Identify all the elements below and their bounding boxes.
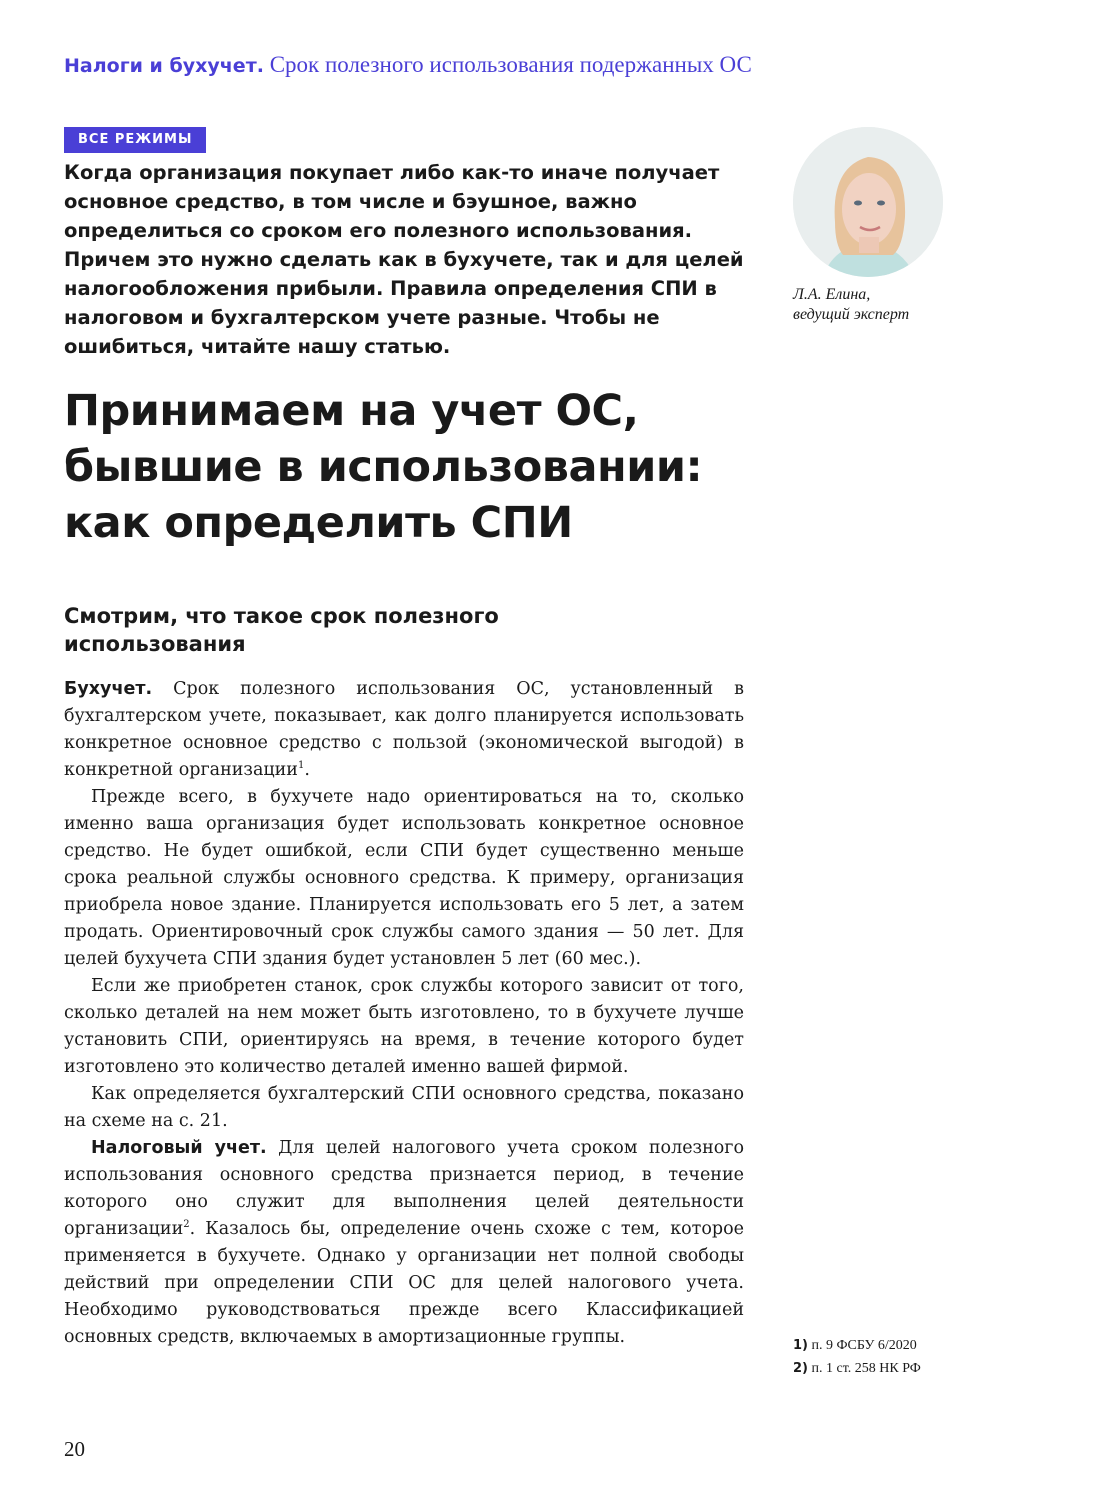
author-caption — [793, 285, 909, 325]
tax-label: Налоговый учет. — [91, 1138, 267, 1158]
paragraph-text: Для целей налогового учета сроком полезного использования основного средства признается период, в течение которого оно служит для выполнения целей деятельности организации — [64, 1138, 745, 1239]
section-name: Налоги и бухучет. — [64, 55, 264, 77]
running-head — [64, 52, 752, 78]
footnote-item — [793, 1334, 921, 1357]
page-number: 20 — [64, 1437, 85, 1461]
lead-paragraph: Когда организация покупает либо как-то иначе получает основное средство, в том числе и бэушное, важно определиться со сроком его полезного использования. Причем это нужно сделать как в бухучете, так и для целей налогообложения прибыли. Правила определения СПИ в налоговом и бухгалтерском учете разные. Чтобы не ошибиться, читайте нашу статью. — [64, 161, 744, 358]
paragraph-text: Прежде всего, в бухучете надо ориентироваться на то, сколько именно ваша организация будет использовать конкретное основное средство. Не будет ошибкой, если СПИ будет существенно меньше срока реальной службы основного средства. К примеру, организация приобрела новое здание. Планируется использовать его 5 лет, а затем продать. Ориентировочный срок службы самого здания — 50 лет. Для целей бухучета СПИ здания будет установлен 5 лет (60 мес.). — [64, 787, 744, 969]
footnote-text: п. 1 ст. 258 НК РФ — [811, 1361, 921, 1376]
headline-line-3: как определить СПИ — [64, 498, 573, 548]
article-body — [64, 676, 744, 1351]
footnote-number: 1) — [793, 1338, 808, 1353]
section-subheading: Смотрим, что такое срок полезного использования — [64, 604, 499, 656]
paragraph-accounting — [64, 676, 744, 784]
footnote-number: 2) — [793, 1361, 808, 1376]
paragraph-text: Как определяется бухгалтерский СПИ основного средства, показано на схеме на с. 21. — [64, 1084, 744, 1131]
footnote-ref-1[interactable]: 1 — [297, 760, 305, 772]
footnote-item — [793, 1357, 921, 1380]
headline-line-1: Принимаем на учет ОС, — [64, 386, 639, 436]
running-head-title: Срок полезного использования подержанных ОС — [269, 52, 752, 77]
author-photo — [793, 127, 943, 277]
accounting-label: Бухучет. — [64, 679, 153, 699]
paragraph-text: Срок полезного использования ОС, установленный в бухгалтерском учете, показывает, как долго планируется использовать конкретное основное средство с пользой (экономической выгодой) в конкретной организации — [64, 679, 744, 780]
headline-line-2: бывшие в использовании: — [64, 442, 703, 492]
author-name: Л.А. Елина, — [793, 286, 871, 303]
regime-tag: ВСЕ РЕЖИМЫ — [64, 127, 206, 153]
footnotes — [793, 1334, 921, 1380]
paragraph-text: Если же приобретен станок, срок службы которого зависит от того, сколько деталей на нем может быть изготовлено, то в бухучете лучше установить СПИ, ориентируясь на время, в течение которого будет изготовлено это количество деталей именно вашей фирмой. — [64, 976, 744, 1077]
paragraph-tax — [64, 1135, 744, 1351]
footnote-ref-2[interactable]: 2 — [183, 1219, 190, 1231]
author-role: ведущий эксперт — [793, 306, 910, 323]
paragraph-text: . Казалось бы, определение очень схоже с тем, которое применяется в бухучете. Однако у организации нет полной свободы действий при определении СПИ ОС для целей налогового учета. Необходимо руководствоваться прежде всего Классификацией основных средств, включаемых в амортизационные группы. — [64, 1219, 744, 1347]
footnote-text: п. 9 ФСБУ 6/2020 — [811, 1338, 917, 1353]
article-headline — [64, 383, 824, 551]
paragraph-text: . — [304, 760, 310, 780]
